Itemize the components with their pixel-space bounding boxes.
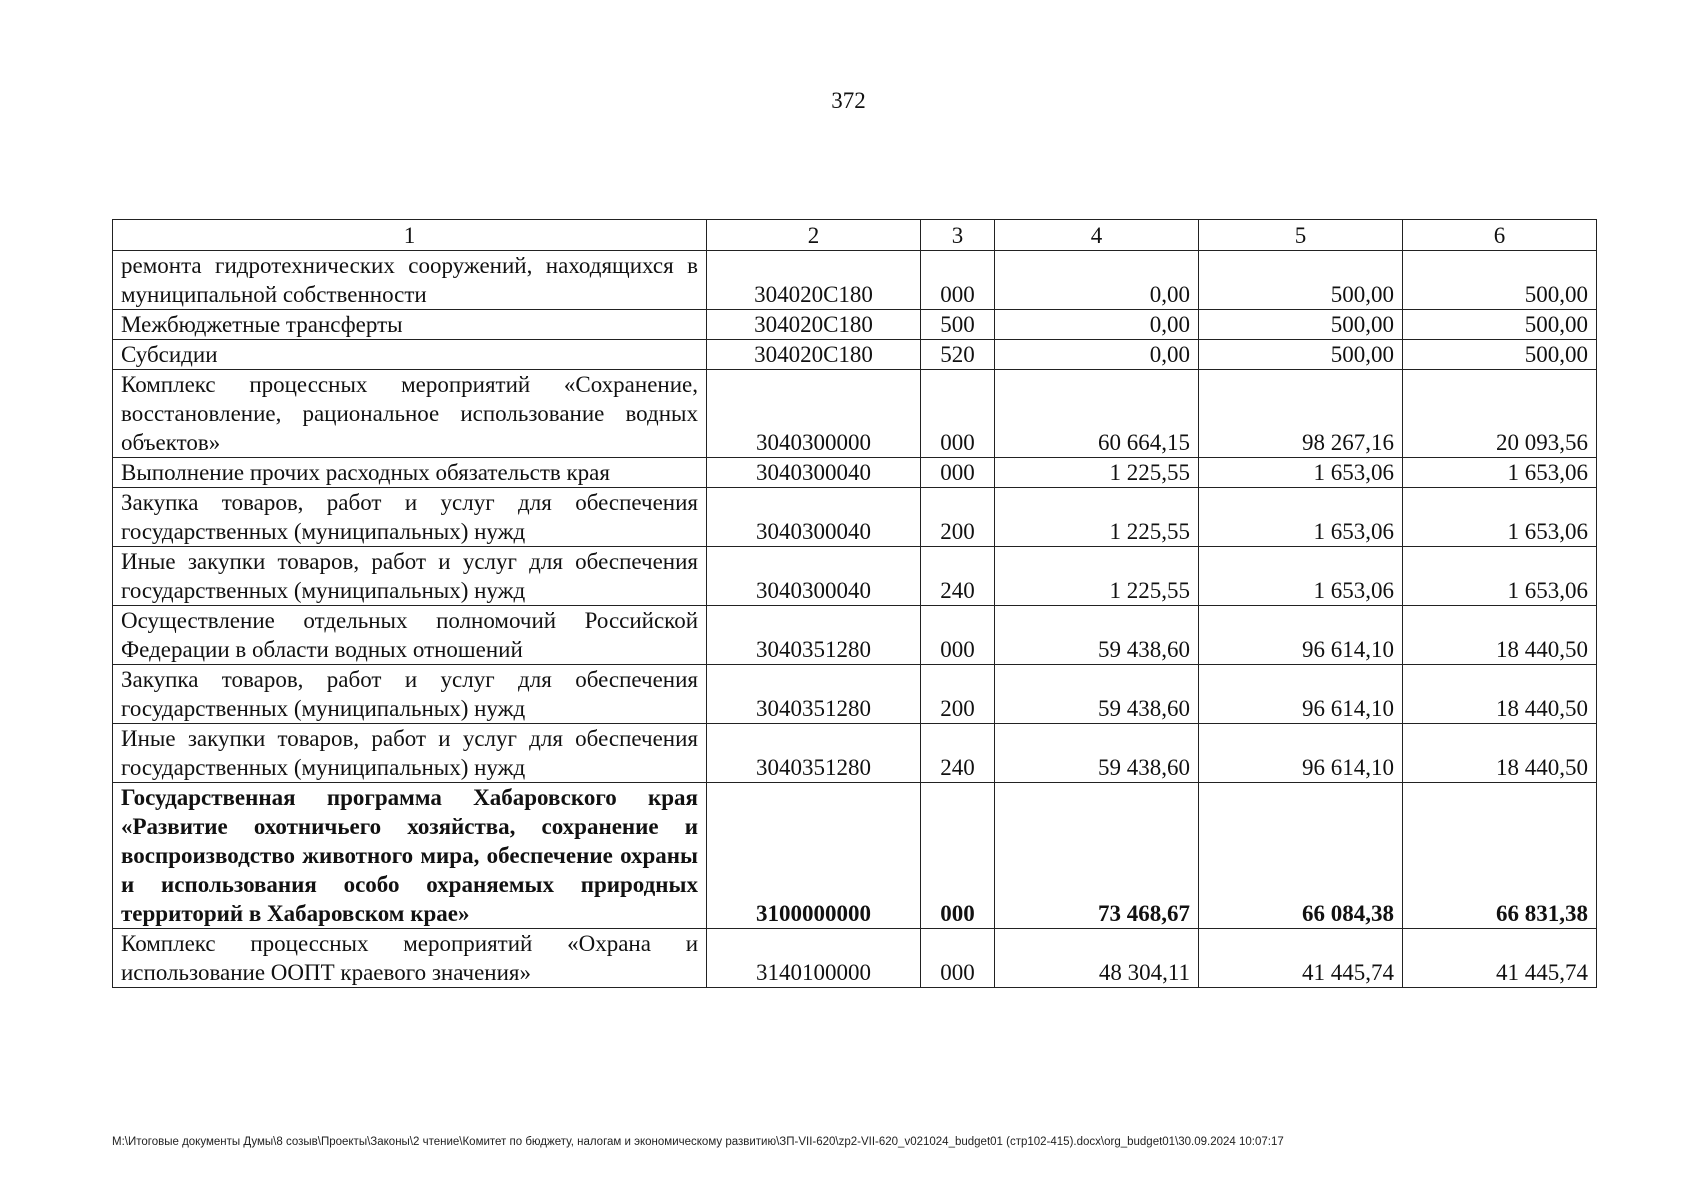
cell-amount-col-4: 73 468,67 xyxy=(995,783,1199,929)
cell-amount-col-6: 1 653,06 xyxy=(1403,458,1597,488)
cell-target-code: 3140100000 xyxy=(707,929,921,988)
cell-amount-col-5: 500,00 xyxy=(1199,251,1403,310)
cell-target-code: 3040300040 xyxy=(707,547,921,606)
cell-amount-col-5: 41 445,74 xyxy=(1199,929,1403,988)
cell-name: Иные закупки товаров, работ и услуг для обеспечения государственных (муниципальных) нужд xyxy=(113,547,707,606)
table-body xyxy=(113,251,1597,988)
table-row xyxy=(113,665,1597,724)
table-row xyxy=(113,251,1597,310)
cell-expense-type: 240 xyxy=(921,724,995,783)
table-row xyxy=(113,929,1597,988)
cell-amount-col-6: 66 831,38 xyxy=(1403,783,1597,929)
table-row xyxy=(113,310,1597,340)
header-col-5: 5 xyxy=(1199,220,1403,251)
cell-name: Межбюджетные трансферты xyxy=(113,310,707,340)
cell-target-code: 3040351280 xyxy=(707,724,921,783)
cell-expense-type: 000 xyxy=(921,458,995,488)
cell-expense-type: 240 xyxy=(921,547,995,606)
cell-amount-col-6: 1 653,06 xyxy=(1403,488,1597,547)
table-row xyxy=(113,340,1597,370)
header-col-6: 6 xyxy=(1403,220,1597,251)
cell-expense-type: 000 xyxy=(921,251,995,310)
cell-amount-col-6: 500,00 xyxy=(1403,310,1597,340)
cell-amount-col-6: 1 653,06 xyxy=(1403,547,1597,606)
cell-name: Осуществление отдельных полномочий Российской Федерации в области водных отношений xyxy=(113,606,707,665)
header-col-2: 2 xyxy=(707,220,921,251)
cell-amount-col-5: 1 653,06 xyxy=(1199,547,1403,606)
cell-target-code: 304020С180 xyxy=(707,310,921,340)
cell-target-code: 3100000000 xyxy=(707,783,921,929)
cell-amount-col-6: 20 093,56 xyxy=(1403,370,1597,458)
cell-amount-col-4: 1 225,55 xyxy=(995,458,1199,488)
budget-table xyxy=(112,219,1597,988)
cell-amount-col-4: 1 225,55 xyxy=(995,547,1199,606)
cell-amount-col-5: 98 267,16 xyxy=(1199,370,1403,458)
table-header-row xyxy=(113,220,1597,251)
cell-amount-col-6: 18 440,50 xyxy=(1403,724,1597,783)
table-row xyxy=(113,458,1597,488)
table-row xyxy=(113,783,1597,929)
cell-amount-col-5: 96 614,10 xyxy=(1199,665,1403,724)
cell-name: Комплекс процессных мероприятий «Охрана и использование ООПТ краевого значения» xyxy=(113,929,707,988)
cell-name: Выполнение прочих расходных обязательств края xyxy=(113,458,707,488)
cell-amount-col-6: 500,00 xyxy=(1403,251,1597,310)
cell-expense-type: 520 xyxy=(921,340,995,370)
cell-name: ремонта гидротехнических сооружений, находящихся в муниципальной собственности xyxy=(113,251,707,310)
table-row xyxy=(113,370,1597,458)
header-col-1: 1 xyxy=(113,220,707,251)
cell-name: Государственная программа Хабаровского края «Развитие охотничьего хозяйства, сохранение и воспроизводство животного мира, обеспечение охраны и использования особо охраняемых природных территорий в Хабаровском крае» xyxy=(113,783,707,929)
cell-amount-col-6: 18 440,50 xyxy=(1403,606,1597,665)
table-row xyxy=(113,724,1597,783)
cell-name: Иные закупки товаров, работ и услуг для обеспечения государственных (муниципальных) нужд xyxy=(113,724,707,783)
cell-expense-type: 200 xyxy=(921,488,995,547)
cell-target-code: 304020С180 xyxy=(707,340,921,370)
cell-amount-col-5: 1 653,06 xyxy=(1199,458,1403,488)
cell-target-code: 3040300000 xyxy=(707,370,921,458)
cell-expense-type: 500 xyxy=(921,310,995,340)
cell-amount-col-6: 500,00 xyxy=(1403,340,1597,370)
cell-name: Закупка товаров, работ и услуг для обеспечения государственных (муниципальных) нужд xyxy=(113,665,707,724)
cell-target-code: 3040351280 xyxy=(707,665,921,724)
cell-amount-col-6: 18 440,50 xyxy=(1403,665,1597,724)
file-path-footer: M:\Итоговые документы Думы\8 созыв\Проекты\Законы\2 чтение\Комитет по бюджету, налогам и экономическому развитию\ЗП-VII-620\zp2-VII-620_v021024_budget01 (стр102-415).docx\org_budget01\30.09.2024 10:07:17 xyxy=(112,1136,1284,1148)
cell-name: Субсидии xyxy=(113,340,707,370)
cell-amount-col-4: 59 438,60 xyxy=(995,665,1199,724)
cell-expense-type: 200 xyxy=(921,665,995,724)
table-row xyxy=(113,606,1597,665)
cell-amount-col-4: 60 664,15 xyxy=(995,370,1199,458)
header-col-4: 4 xyxy=(995,220,1199,251)
cell-amount-col-4: 0,00 xyxy=(995,251,1199,310)
cell-amount-col-5: 500,00 xyxy=(1199,340,1403,370)
cell-amount-col-4: 0,00 xyxy=(995,310,1199,340)
cell-name: Закупка товаров, работ и услуг для обеспечения государственных (муниципальных) нужд xyxy=(113,488,707,547)
cell-amount-col-5: 1 653,06 xyxy=(1199,488,1403,547)
cell-name: Комплекс процессных мероприятий «Сохранение, восстановление, рациональное использование водных объектов» xyxy=(113,370,707,458)
cell-expense-type: 000 xyxy=(921,606,995,665)
table-row xyxy=(113,488,1597,547)
page-number: 372 xyxy=(831,88,866,113)
cell-amount-col-4: 48 304,11 xyxy=(995,929,1199,988)
cell-expense-type: 000 xyxy=(921,783,995,929)
cell-amount-col-5: 500,00 xyxy=(1199,310,1403,340)
cell-amount-col-5: 96 614,10 xyxy=(1199,724,1403,783)
cell-expense-type: 000 xyxy=(921,929,995,988)
cell-expense-type: 000 xyxy=(921,370,995,458)
cell-amount-col-5: 66 084,38 xyxy=(1199,783,1403,929)
cell-amount-col-4: 0,00 xyxy=(995,340,1199,370)
cell-target-code: 304020С180 xyxy=(707,251,921,310)
cell-amount-col-5: 96 614,10 xyxy=(1199,606,1403,665)
cell-target-code: 3040351280 xyxy=(707,606,921,665)
cell-amount-col-6: 41 445,74 xyxy=(1403,929,1597,988)
cell-amount-col-4: 1 225,55 xyxy=(995,488,1199,547)
cell-target-code: 3040300040 xyxy=(707,458,921,488)
table-row xyxy=(113,547,1597,606)
cell-amount-col-4: 59 438,60 xyxy=(995,606,1199,665)
cell-amount-col-4: 59 438,60 xyxy=(995,724,1199,783)
header-col-3: 3 xyxy=(921,220,995,251)
cell-target-code: 3040300040 xyxy=(707,488,921,547)
